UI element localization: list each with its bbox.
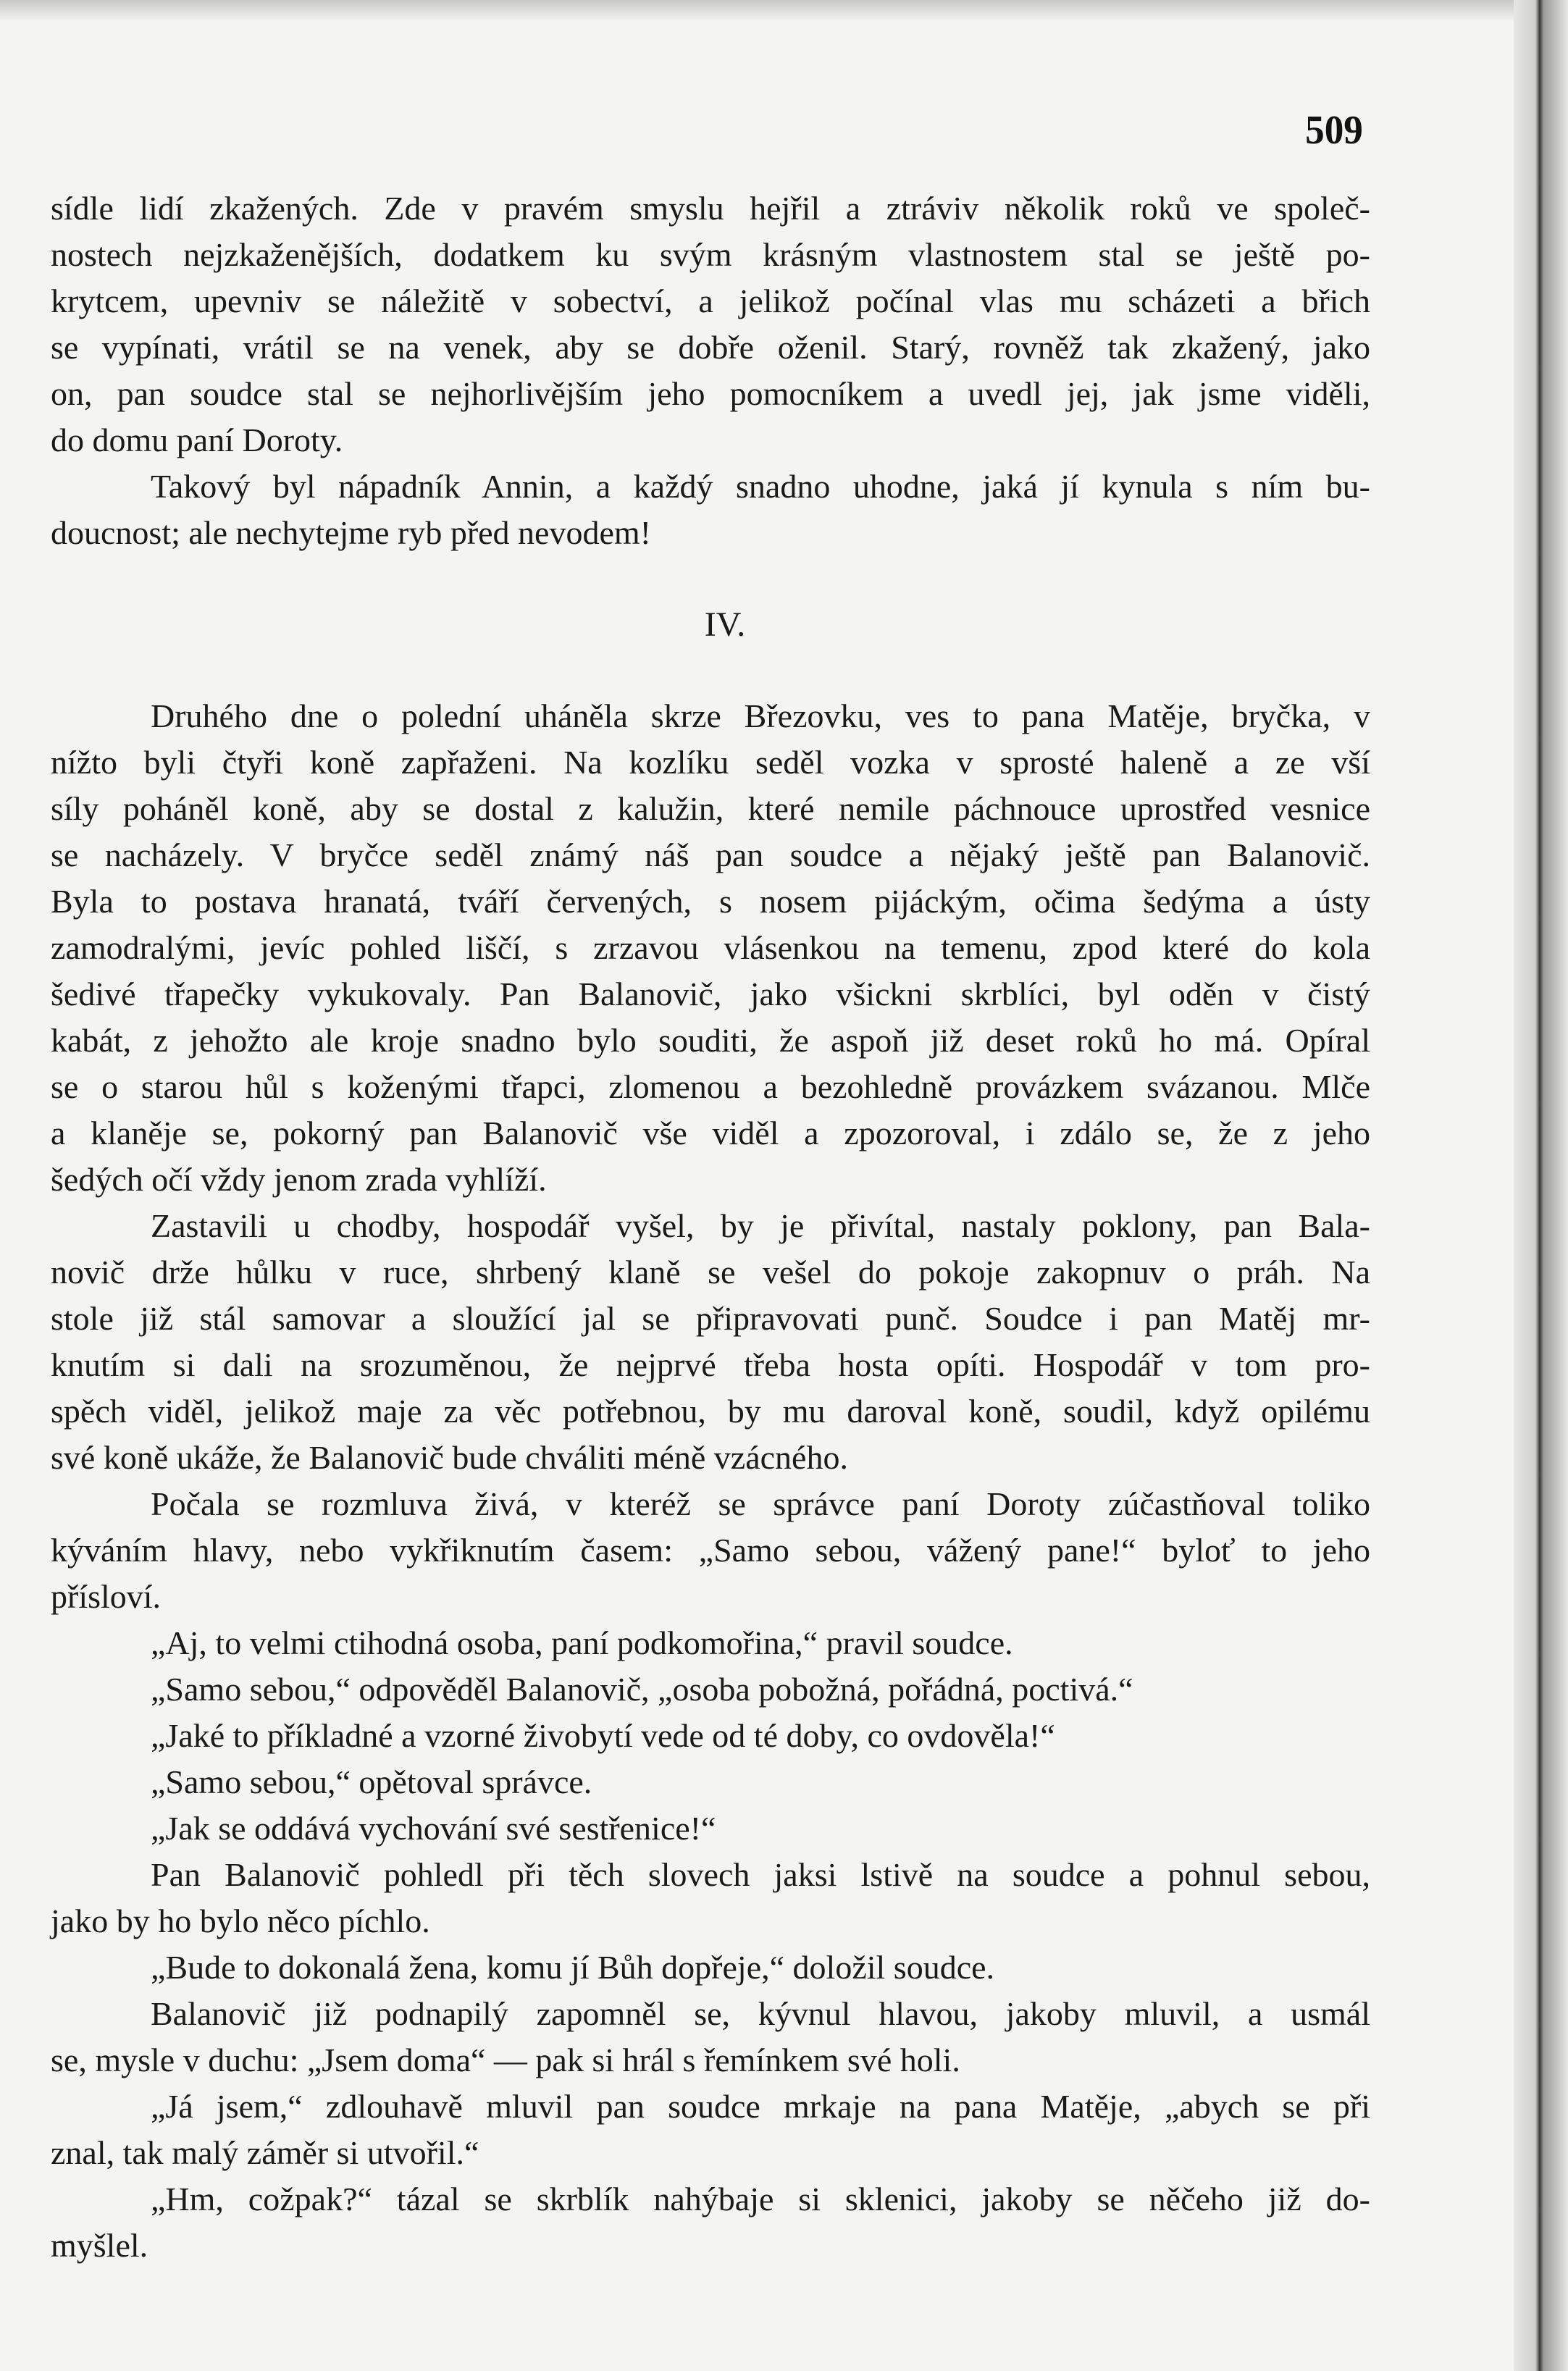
text-line: doucnost; ale nechytejme ryb před nevodem!: [51, 514, 651, 551]
text-line: do domu paní Doroty.: [51, 421, 343, 458]
text-line: „Aj, to velmi ctihodná osoba, paní podkomořina,“ pravil soudce.: [151, 1624, 1013, 1661]
text-line: Počala se rozmluva živá, v kteréž se správce paní Doroty zúčastňoval toliko: [151, 1485, 1370, 1522]
text-line: Balanovič již podnapilý zapomněl se, kývnul hlavou, jakoby mluvil, a usmál: [151, 1995, 1370, 2032]
text-line: „Samo sebou,“ odpověděl Balanovič, „osoba pobožná, pořádná, poctivá.“: [151, 1671, 1133, 1708]
text-line: a klaněje se, pokorný pan Balanovič vše viděl a zpozoroval, i zdálo se, že z jeho: [51, 1115, 1370, 1151]
text-line: kýváním hlavy, nebo vykřiknutím časem: „Samo sebou, vážený pane!“ byloť to jeho: [51, 1532, 1370, 1569]
text-line: Druhého dne o polední uháněla skrze Březovku, ves to pana Matěje, bryčka, v: [151, 697, 1370, 734]
text-line: zamodralými, jevíc pohled liščí, s zrzavou vlásenkou na temenu, zpod které do kola: [51, 929, 1370, 966]
text-line: myšlel.: [51, 2227, 148, 2264]
text-line: znal, tak malý záměr si utvořil.“: [51, 2134, 479, 2171]
text-line: přísloví.: [51, 1578, 162, 1615]
text-line: Pan Balanovič pohledl při těch slovech jaksi lstivě na soudce a pohnul sebou,: [151, 1856, 1370, 1893]
text-line: šedých očí vždy jenom zrada vyhlíží.: [51, 1161, 547, 1198]
text-line: kabát, z jehožto ale kroje snadno bylo souditi, že aspoň již deset roků ho má. Opíral: [51, 1022, 1370, 1059]
text-line: sídle lidí zkažených. Zde v pravém smyslu hejřil a ztráviv několik roků ve společ-: [51, 190, 1370, 227]
section-heading: IV.: [704, 605, 746, 644]
text-line: „Jaké to příkladné a vzorné živobytí vede od té doby, co ovdověla!“: [151, 1717, 1055, 1754]
text-line: „Bude to dokonalá žena, komu jí Bůh dopřeje,“ doložil soudce.: [151, 1949, 995, 1986]
text-line: se o starou hůl s koženými třapci, zlomenou a bezohledně provázkem svázanou. Mlče: [51, 1068, 1370, 1105]
text-line: knutím si dali na srozuměnou, že nejprvé třeba hosta opíti. Hospodář v tom pro-: [51, 1346, 1370, 1383]
text-line: Takový byl nápadník Annin, a každý snadno uhodne, jaká jí kynula s ním bu-: [151, 468, 1370, 505]
text-line: „Já jsem,“ zdlouhavě mluvil pan soudce mrkaje na pana Matěje, „abych se při: [151, 2088, 1370, 2125]
text-before-section: [51, 185, 1370, 556]
text-line: novič drže hůlku v ruce, shrbený klaně se vešel do pokoje zakopnuv o práh. Na: [51, 1254, 1370, 1291]
text-line: své koně ukáže, že Balanovič bude chváliti méně vzácného.: [51, 1439, 848, 1476]
scan-binding-edge: [1514, 0, 1568, 2371]
text-line: jako by ho bylo něco píchlo.: [51, 1902, 430, 1939]
text-line: se, mysle v duchu: „Jsem doma“ — pak si hrál s řemínkem své holi.: [51, 2041, 960, 2078]
body-text: [51, 185, 1370, 2269]
scan-top-shadow: [0, 0, 1568, 22]
text-line: Zastavili u chodby, hospodář vyšel, by je přivítal, nastaly poklony, pan Bala-: [151, 1207, 1370, 1244]
page-number: 509: [1305, 108, 1363, 153]
text-line: Byla to postava hranatá, tváří červených, s nosem pijáckým, očima šedýma a ústy: [51, 883, 1370, 920]
text-line: „Jak se oddává vychování své sestřenice!“: [151, 1810, 716, 1847]
text-line: stole již stál samovar a sloužící jal se připravovati punč. Soudce i pan Matěj mr-: [51, 1300, 1370, 1337]
text-line: se vypínati, vrátil se na venek, aby se dobře oženil. Starý, rovněž tak zkažený, jako: [51, 329, 1370, 366]
text-line: síly poháněl koně, aby se dostal z kalužin, které nemile páchnouce uprostřed vesnice: [51, 790, 1370, 827]
text-line: se nacházely. V bryčce seděl známý náš pan soudce a nějaký ještě pan Balanovič.: [51, 836, 1370, 873]
text-line: „Hm, cožpak?“ tázal se skrblík nahýbaje si sklenici, jakoby se něčeho již do-: [151, 2181, 1370, 2217]
text-line: šedivé třapečky vykukovaly. Pan Balanovič, jako všickni skrblíci, byl oděn v čistý: [51, 975, 1370, 1012]
text-line: „Samo sebou,“ opětoval správce.: [151, 1763, 592, 1800]
text-line: on, pan soudce stal se nejhorlivějším jeho pomocníkem a uvedl jej, jak jsme viděli,: [51, 375, 1370, 412]
text-line: krytcem, upevniv se náležitě v sobectví, a jelikož počínal vlas mu scházeti a břich: [51, 282, 1370, 319]
text-line: spěch viděl, jelikož maje za věc potřebnou, by mu daroval koně, soudil, když opilému: [51, 1393, 1370, 1430]
text-line: nostech nejzkaženějších, dodatkem ku svým krásným vlastnostem stal se ještě po-: [51, 236, 1370, 273]
text-line: nížto byli čtyři koně zapřaženi. Na kozlíku seděl vozka v sprosté haleně a ze vší: [51, 744, 1370, 781]
text-section-iv: [51, 693, 1370, 2269]
